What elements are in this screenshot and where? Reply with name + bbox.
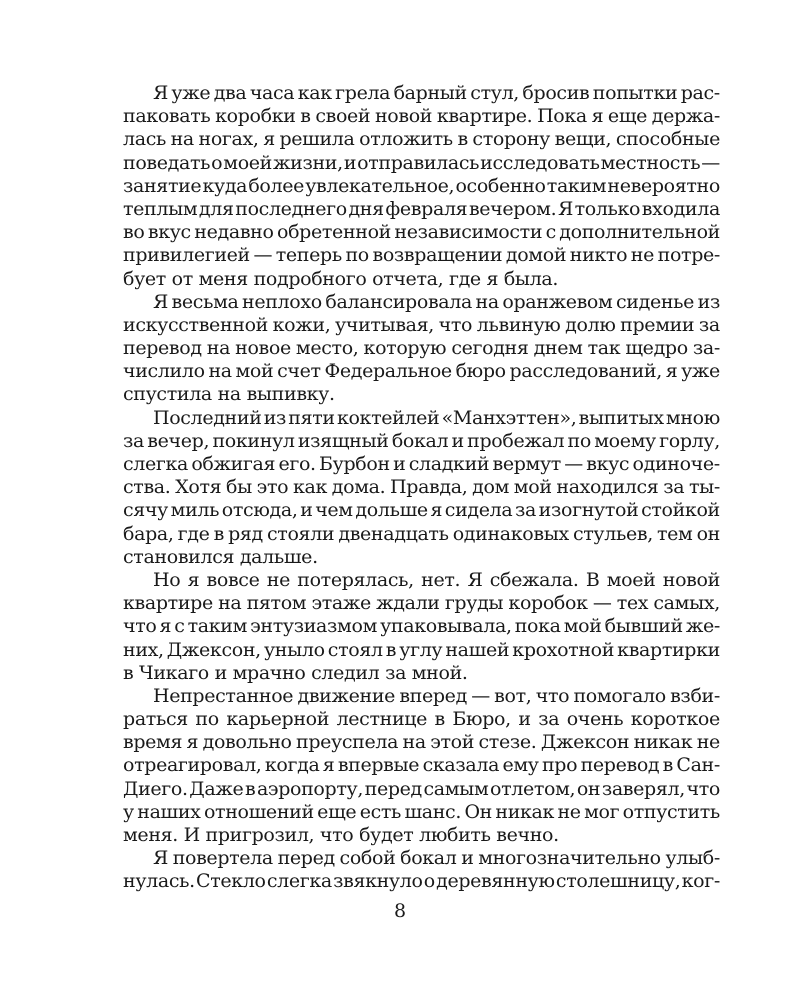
text-line: ства. Хотя бы это как дома. Правда, дом мой находился за ты- <box>123 476 720 499</box>
text-line: лась на ногах, я решила отложить в сторону вещи, способные <box>123 128 720 151</box>
text-line: квартире на пятом этаже ждали груды коробок — тех самых, <box>123 592 720 615</box>
text-line: в Чикаго и мрачно следил за мной. <box>123 661 468 684</box>
paragraph <box>123 407 720 569</box>
text-line: Диего. Даже в аэропорту, перед самым отлетом, он заверял, что <box>123 777 720 800</box>
text-line: у наших отношений еще есть шанс. Он никак не мог отпустить <box>123 800 720 823</box>
text-line: перевод на новое место, которую сегодня днем так щедро за- <box>123 337 720 360</box>
text-line: меня. И пригрозил, что будет любить вечно. <box>123 824 559 846</box>
text-line: нулась. Стекло слегка звякнуло о деревянную столешницу, ког- <box>123 870 720 893</box>
text-line: занятие куда более увлекательное, особенно таким невероятно <box>123 174 720 197</box>
text-line: искусственной кожи, учитывая, что львиную долю премии за <box>123 313 720 336</box>
text-line: раться по карьерной лестнице в Бюро, и за очень короткое <box>123 708 720 731</box>
paragraph <box>123 569 720 685</box>
text-line: Я весьма неплохо балансировала на оранжевом сиденье из <box>153 290 720 313</box>
text-line: спустила на выпивку. <box>123 383 335 406</box>
page-number: 8 <box>393 900 407 922</box>
text-line: во вкус недавно обретенной независимости с дополнительной <box>123 221 720 244</box>
text-line: за вечер, покинул изящный бокал и пробежал по моему горлу, <box>123 429 720 452</box>
text-line: Последний из пяти коктейлей «Манхэттен», выпитых мною <box>153 406 720 429</box>
text-line: паковать коробки в своей новой квартире. Пока я еще держа- <box>123 105 720 128</box>
text-line: Но я вовсе не потерялась, нет. Я сбежала. В моей новой <box>153 568 720 591</box>
paragraph <box>123 291 720 407</box>
text-line: бует от меня подробного отчета, где я была. <box>123 267 559 290</box>
text-line: теплым для последнего дня февраля вечером. Я только входила <box>123 197 720 220</box>
text-line: что я с таким энтузиазмом упаковывала, пока мой бывший же- <box>123 615 720 638</box>
text-line: поведать о моей жизни, и отправилась исследовать местность — <box>123 151 720 174</box>
text-line: время я довольно преуспела на этой стезе. Джексон никак не <box>123 731 720 754</box>
text-line: бара, где в ряд стояли двенадцать одинаковых стульев, тем он <box>123 522 720 545</box>
paragraph <box>123 82 720 291</box>
text-line: слегка обжигая его. Бурбон и сладкий вермут — вкус одиноче- <box>123 453 720 475</box>
book-page-body <box>123 82 720 894</box>
text-line: числило на мой счет Федеральное бюро расследований, я уже <box>123 360 720 383</box>
paragraph <box>123 847 720 893</box>
text-line: Я повертела перед собой бокал и многозначительно улыб- <box>153 847 720 870</box>
text-line: отреагировал, когда я впервые сказала ему про перевод в Сан- <box>123 754 720 777</box>
text-line: Я уже два часа как грела барный стул, бросив попытки рас- <box>153 82 720 104</box>
text-line: Непрестанное движение вперед — вот, что помогало взби- <box>153 684 720 707</box>
text-line: них, Джексон, уныло стоял в углу нашей крохотной квартирки <box>123 638 720 661</box>
text-line: сячу миль отсюда, и чем дольше я сидела за изогнутой стойкой <box>123 499 720 522</box>
paragraph <box>123 685 720 847</box>
text-line: привилегией — теперь по возвращении домой никто не потре- <box>123 244 720 267</box>
text-line: становился дальше. <box>123 545 318 568</box>
